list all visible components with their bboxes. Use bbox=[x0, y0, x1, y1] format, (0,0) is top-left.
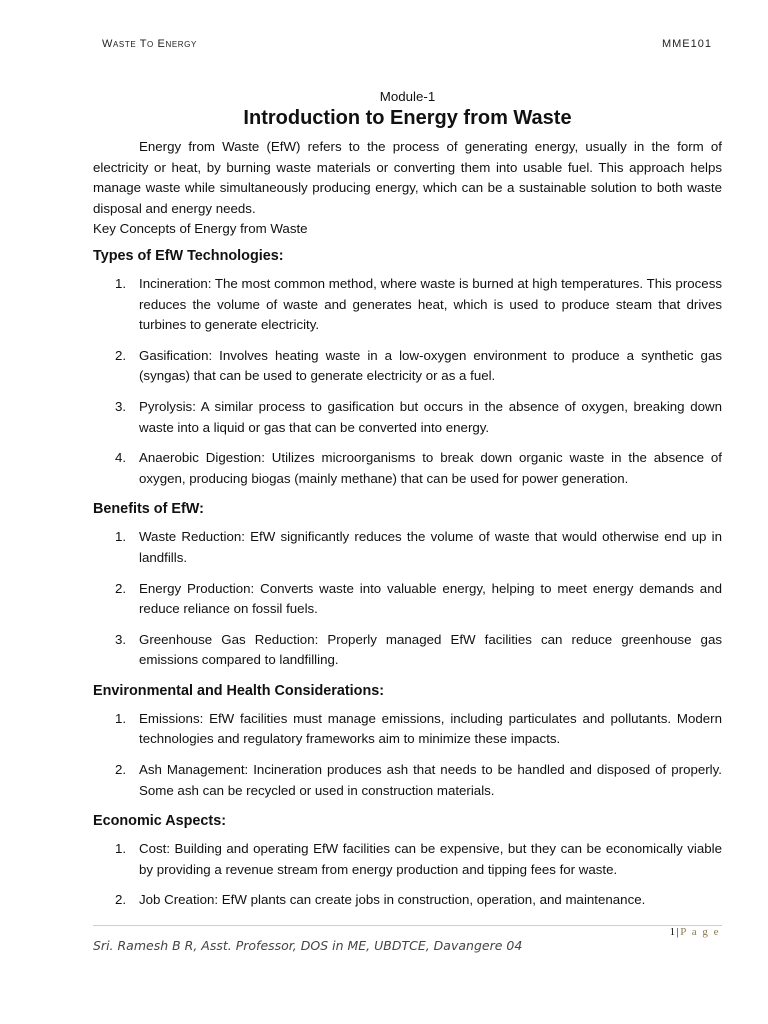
header-course-code: MME101 bbox=[661, 38, 712, 50]
list-number: 2. bbox=[115, 762, 127, 778]
list-text: Anaerobic Digestion: Utilizes microorganisms to break down organic waste in the absence of oxygen, producing biogas (mainly methane) that can be used for power generation. bbox=[139, 450, 722, 486]
list-number: 1. bbox=[115, 710, 127, 726]
list-text: Waste Reduction: EfW significantly reduces the volume of waste that would otherwise end up in landfills. bbox=[139, 529, 722, 565]
page-separator: | bbox=[676, 926, 681, 938]
section-heading: Benefits of EfW: bbox=[93, 501, 204, 518]
page-number-value: 1 bbox=[669, 926, 677, 938]
page-title: Introduction to Energy from Waste bbox=[243, 107, 572, 129]
list-item bbox=[93, 397, 722, 438]
page-label: P a g e bbox=[680, 926, 720, 938]
list-item bbox=[93, 527, 722, 568]
list-item bbox=[93, 709, 722, 750]
list-number: 3. bbox=[115, 398, 127, 414]
section-benefits bbox=[93, 499, 722, 671]
section-types bbox=[93, 246, 722, 489]
section-heading: Economic Aspects: bbox=[93, 813, 227, 830]
list-item bbox=[93, 346, 722, 387]
list-item bbox=[93, 760, 722, 801]
list-text: Ash Management: Incineration produces ash that needs to be handled and disposed of properly. Some ash can be recycled or used in construction materials. bbox=[139, 762, 722, 798]
key-concepts-line: Key Concepts of Energy from Waste bbox=[93, 221, 308, 237]
list-item bbox=[93, 839, 722, 880]
intro-paragraph: Energy from Waste (EfW) refers to the process of generating energy, usually in the form of electricity or heat, by burning waste materials or converting them into usable fuel. This approach helps manage waste while simultaneously producing energy, which can be a sustainable solution to both waste disposal and energy needs. bbox=[93, 139, 722, 216]
section-heading: Environmental and Health Considerations: bbox=[93, 682, 385, 699]
footer-divider bbox=[93, 925, 722, 926]
list-number: 2. bbox=[115, 347, 127, 363]
list-text: Gasification: Involves heating waste in a low-oxygen environment to produce a synthetic gas (syngas) that can be used to generate electricity or as a fuel. bbox=[139, 347, 722, 384]
list-number: 1. bbox=[115, 275, 127, 291]
list-number: 2. bbox=[115, 892, 127, 908]
numbered-list bbox=[93, 274, 722, 489]
list-item bbox=[93, 630, 722, 671]
list-number: 4. bbox=[115, 450, 127, 466]
list-text: Emissions: EfW facilities must manage emissions, including particulates and pollutants. Modern technologies and regulatory frameworks aim to minimize these impacts. bbox=[139, 710, 722, 747]
footer-author: Sri. Ramesh B R, Asst. Professor, DOS in ME, UBDTCE, Davangere 04 bbox=[93, 938, 523, 953]
section-heading: Types of EfW Technologies: bbox=[93, 247, 284, 264]
list-number: 3. bbox=[115, 631, 127, 647]
list-text: Greenhouse Gas Reduction: Properly managed EfW facilities can reduce greenhouse gas emissions compared to landfilling. bbox=[139, 631, 722, 668]
section-economic bbox=[93, 811, 722, 911]
module-label: Module-1 bbox=[379, 89, 436, 104]
list-number: 2. bbox=[115, 580, 127, 596]
list-number: 1. bbox=[115, 529, 127, 545]
list-item bbox=[93, 579, 722, 620]
page-body bbox=[93, 88, 722, 921]
list-text: Job Creation: EfW plants can create jobs in construction, operation, and maintenance. bbox=[139, 892, 646, 908]
list-text: Energy Production: Converts waste into valuable energy, helping to meet energy demands and reduce reliance on fossil fuels. bbox=[139, 580, 722, 617]
list-text: Pyrolysis: A similar process to gasification but occurs in the absence of oxygen, breaking down waste into a liquid or gas that can be converted into energy. bbox=[139, 398, 722, 435]
list-text: Incineration: The most common method, where waste is burned at high temperatures. This process reduces the volume of waste and generates heat, which is used to produce steam that drives turbines to generate electricity. bbox=[139, 275, 722, 333]
list-text: Cost: Building and operating EfW facilities can be expensive, but they can be economically viable by providing a revenue stream from energy production and tipping fees for waste. bbox=[139, 841, 722, 877]
page-number bbox=[670, 926, 720, 938]
list-item bbox=[93, 274, 722, 336]
header-course-title: Waste To Energy bbox=[102, 38, 197, 50]
numbered-list bbox=[93, 709, 722, 801]
numbered-list bbox=[93, 527, 722, 671]
list-number: 1. bbox=[115, 841, 127, 857]
list-item bbox=[93, 890, 722, 911]
numbered-list bbox=[93, 839, 722, 911]
list-item bbox=[93, 448, 722, 489]
section-environmental-health bbox=[93, 681, 722, 801]
